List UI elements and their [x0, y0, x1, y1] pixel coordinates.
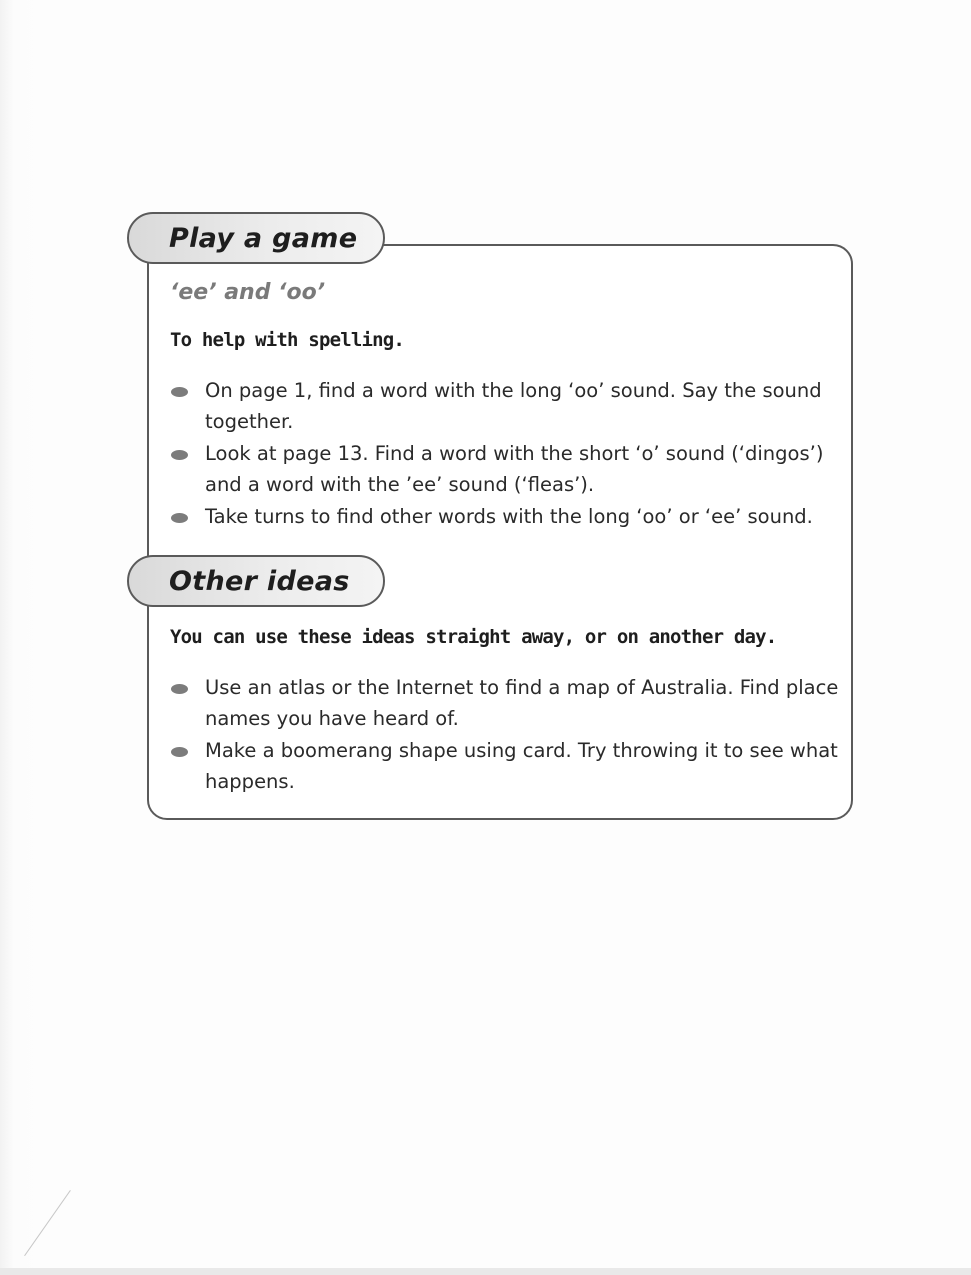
play-game-heading	[127, 212, 385, 264]
bullet-icon	[171, 513, 188, 523]
page-bottom-edge	[0, 1268, 971, 1275]
bullet-icon	[171, 387, 188, 397]
bullet-icon	[171, 684, 188, 694]
list-item-text: Make a boomerang shape using card. Try throwing it to see what happens.	[205, 739, 838, 793]
bullet-icon	[171, 450, 188, 460]
other-ideas-heading-text: Other ideas	[169, 565, 350, 597]
list-item-text: Use an atlas or the Internet to find a map of Australia. Find place names you have heard of.	[205, 676, 839, 730]
list-item	[170, 438, 842, 500]
play-game-aim: To help with spelling.	[170, 329, 405, 351]
list-item-text: Look at page 13. Find a word with the short ‘o’ sound (‘dingos’) and a word with the ’ee’ sound (‘fleas’).	[205, 442, 824, 496]
play-game-subheading: ‘ee’ and ‘oo’	[170, 280, 326, 305]
bullet-icon	[171, 747, 188, 757]
list-item	[170, 735, 842, 797]
play-game-heading-text: Play a game	[169, 222, 358, 254]
list-item	[170, 501, 842, 532]
list-item	[170, 672, 842, 734]
play-game-list	[170, 375, 842, 533]
list-item-text: On page 1, find a word with the long ‘oo’ sound. Say the sound together.	[205, 379, 822, 433]
other-ideas-intro: You can use these ideas straight away, or on another day.	[170, 626, 777, 648]
list-item-text: Take turns to find other words with the long ‘oo’ or ‘ee’ sound.	[205, 505, 813, 528]
other-ideas-heading	[127, 555, 385, 607]
list-item	[170, 375, 842, 437]
other-ideas-list	[170, 672, 842, 798]
